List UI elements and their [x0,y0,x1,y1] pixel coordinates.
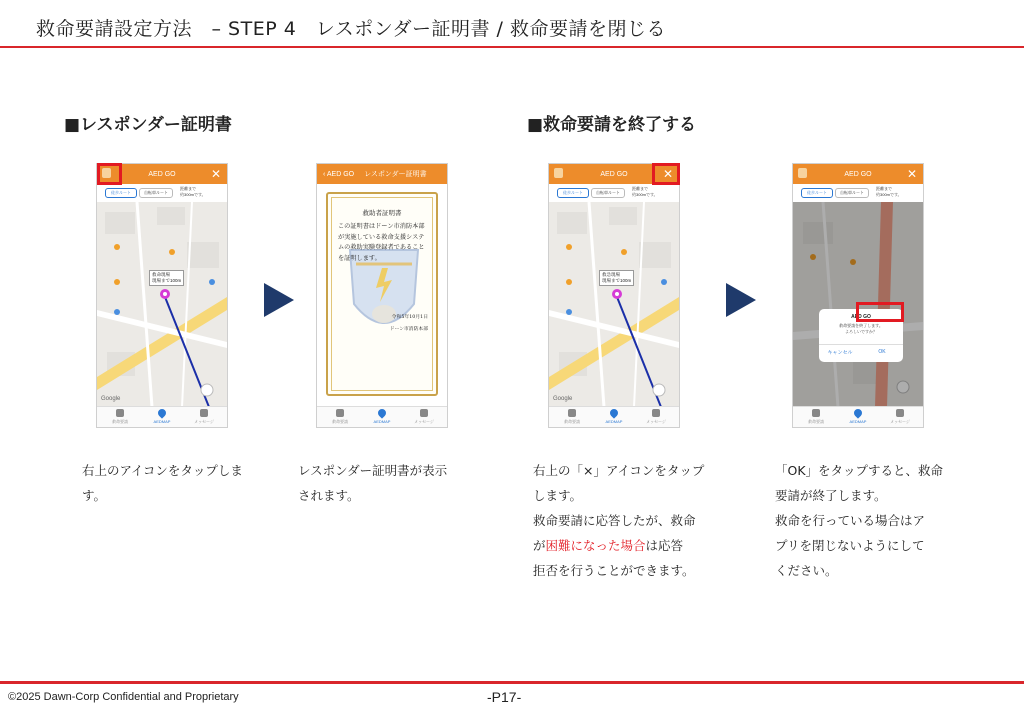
tab-rescue-request[interactable]: 救命要請 [557,409,587,425]
tab-aedmap[interactable]: AEDMAP [599,409,629,424]
map-graphic [97,202,227,407]
footer-divider [0,681,1024,684]
map-pin-icon [376,407,387,418]
app-title: AED GO [148,170,176,178]
map-view[interactable] [549,202,679,407]
ok-button[interactable]: OK [878,349,886,355]
app-bar [317,164,447,184]
highlight-close-icon [652,163,680,185]
section-title-end-request: ■救命要請を終了する [527,115,697,135]
map-pin-icon [852,407,863,418]
description-step-4: 「OK」をタップすると、救命 要請が終了します。 救命を行っている場合はア プリを閉じないようにして ください。 [775,463,944,578]
map-pin-icon [608,407,619,418]
close-icon[interactable]: ✕ [662,167,673,181]
tab-message[interactable]: メッセージ [189,409,219,425]
dialog-message: 救命要請を終了します。 よろしいですか？ [839,323,883,334]
tab-message[interactable]: メッセージ [409,409,439,425]
warning-text: 困難になった場合 [545,538,646,553]
eta-text: 距離まで 約300mです。 [632,186,658,197]
bike-route-button[interactable]: 自転車ルート [139,188,173,198]
phone-screenshot-2 [316,163,448,428]
app-title: AED GO [844,170,872,178]
arrow-right-icon [264,283,294,317]
destination-label: 救急現場 現場まで100m [599,270,634,286]
description-step-1: 右上のアイコンをタップしま す。 [82,463,243,503]
tab-bar [793,406,923,427]
tab-rescue-request[interactable]: 救命要請 [105,409,135,425]
destination-label: 救命現場 現場まで100m [149,270,184,286]
responder-certificate-icon[interactable] [554,168,563,178]
walk-route-button[interactable]: 徒歩ルート [105,188,137,198]
certificate-title: 救助者証明書 [362,209,402,217]
tab-bar [97,406,227,427]
list-icon [336,409,344,417]
message-icon [200,409,208,417]
eta-text: 距離まで 約300mです。 [180,186,206,197]
responder-certificate-icon[interactable] [798,168,807,178]
list-icon [568,409,576,417]
route-bar [549,184,679,202]
list-icon [116,409,124,417]
walk-route-button[interactable]: 徒歩ルート [801,188,833,198]
arrow-right-icon [726,283,756,317]
list-icon [812,409,820,417]
tab-message[interactable]: メッセージ [885,409,915,425]
description-step-2: レスポンダー証明書が表示 されます。 [298,463,448,503]
page-number: -P17- [487,689,522,705]
highlight-certificate-icon [97,163,122,185]
app-title: AED GO [600,170,628,178]
close-icon[interactable]: ✕ [210,167,221,181]
map-graphic [549,202,679,407]
certificate-document [326,192,438,396]
bike-route-button[interactable]: 自転車ルート [591,188,625,198]
highlight-ok-button [856,302,904,322]
certificate-nav-title: レスポンダー証明書 [364,171,427,178]
section-title-certificate: ■レスポンダー証明書 [64,115,232,135]
tab-message[interactable]: メッセージ [641,409,671,425]
phone-screenshot-3 [548,163,680,428]
message-icon [652,409,660,417]
certificate-signature: 令和5年10月1日 ドーン市消防本部 [389,315,428,332]
tab-aedmap[interactable]: AEDMAP [843,409,873,424]
message-icon [896,409,904,417]
close-icon[interactable]: ✕ [906,167,917,181]
tab-aedmap[interactable]: AEDMAP [147,409,177,424]
walk-route-button[interactable]: 徒歩ルート [557,188,589,198]
map-pin-icon [156,407,167,418]
cancel-button[interactable]: キャンセル [827,350,853,356]
certificate-body: この証明書はドーン市消防本部が実施している救命支援システムの救助実験登録者であることを証明します。 [338,223,425,262]
header-divider [0,46,1024,48]
dialog-title: AED GO [851,314,871,320]
back-button[interactable]: ‹ AED GO [323,170,355,178]
app-bar [793,164,923,184]
bike-route-button[interactable]: 自転車ルート [835,188,869,198]
dialog-buttons [819,344,903,363]
route-bar [97,184,227,202]
message-icon [420,409,428,417]
tab-rescue-request[interactable]: 救命要請 [325,409,355,425]
copyright-text: ©2025 Dawn-Corp Confidential and Proprietary [8,691,239,703]
tab-bar [549,406,679,427]
route-bar [793,184,923,202]
tab-rescue-request[interactable]: 救命要請 [801,409,831,425]
map-view[interactable] [97,202,227,407]
description-step-3: 右上の「×」アイコンをタップ します。 救命要請に応答したが、救命 が困難になった場合は応答 拒否を行うことができます。 [533,463,705,578]
page-title: 救命要請設定方法 – STEP 4 レスポンダー証明書 / 救命要請を閉じる [36,18,666,40]
phone-screenshot-4 [792,163,924,428]
tab-aedmap[interactable]: AEDMAP [367,409,397,424]
tab-bar [317,406,447,427]
google-logo: Google [553,396,573,402]
eta-text: 距離まで 約300mです。 [876,186,902,197]
phone-screenshot-1 [96,163,228,428]
google-logo: Google [101,396,121,402]
